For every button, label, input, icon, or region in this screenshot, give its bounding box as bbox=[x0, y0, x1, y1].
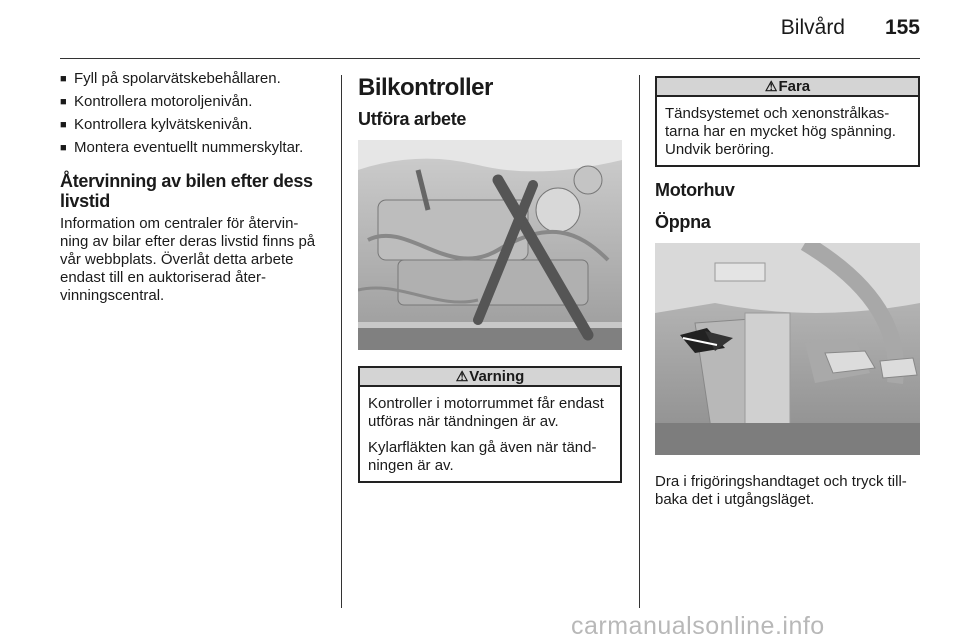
hood-release-illustration bbox=[655, 243, 920, 455]
engine-bay-illustration bbox=[358, 140, 622, 350]
warning-box-header bbox=[360, 368, 620, 387]
hood-heading: Motorhuv bbox=[655, 180, 735, 200]
checklist bbox=[60, 70, 328, 157]
list-item: ■ Kontrollera kylvätskenivån. bbox=[60, 116, 328, 134]
page-number: 155 bbox=[884, 16, 920, 39]
column-divider-left bbox=[341, 75, 342, 608]
open-subheading: Öppna bbox=[655, 212, 711, 232]
recycling-text: Information om centraler för återvin- ning av bilar efter deras livstid finns på vår webbplats. Överlåt detta arbete endast till en auktoriserad åter- vinningscentral. bbox=[60, 215, 316, 304]
danger-text: Tändsystemet och xenonstrålkas- tarna har en mycket hög spänning. Undvik beröring. bbox=[665, 105, 896, 158]
middle-column bbox=[358, 70, 622, 483]
danger-box-header bbox=[657, 78, 918, 97]
warning-title: Varning bbox=[469, 368, 525, 385]
watermark: carmanualsonline.info bbox=[571, 612, 825, 640]
column-divider-right bbox=[639, 75, 640, 608]
warning-box bbox=[358, 366, 622, 483]
section-subtitle: Utföra arbete bbox=[358, 109, 467, 129]
warning-triangle-icon: ⚠ bbox=[455, 368, 469, 384]
list-item: ■ Fyll på spolarvätskebehållaren. bbox=[60, 70, 328, 88]
recycling-heading: Återvinning av bilen efter dess livstid bbox=[60, 171, 313, 211]
danger-title: Fara bbox=[778, 78, 811, 95]
warning-text: Kylarfläkten kan gå även när tänd- ningen är av. bbox=[368, 439, 597, 474]
page-header-title: Bilvård bbox=[780, 16, 845, 39]
header-rule bbox=[60, 58, 920, 59]
warning-text: Kontroller i motorrummet får endast utföras när tändningen är av. bbox=[368, 395, 604, 430]
hood-instruction: Dra i frigöringshandtaget och tryck till- baka det i utgångsläget. bbox=[655, 473, 907, 508]
list-item: ■ Kontrollera motoroljenivån. bbox=[60, 93, 328, 111]
warning-triangle-icon: ⚠ bbox=[764, 78, 778, 94]
list-item: ■ Montera eventuellt nummerskyltar. bbox=[60, 139, 328, 157]
chapter-title: Bilkontroller bbox=[358, 74, 493, 101]
danger-box bbox=[655, 76, 920, 167]
right-column bbox=[655, 76, 920, 509]
left-column bbox=[60, 70, 328, 305]
